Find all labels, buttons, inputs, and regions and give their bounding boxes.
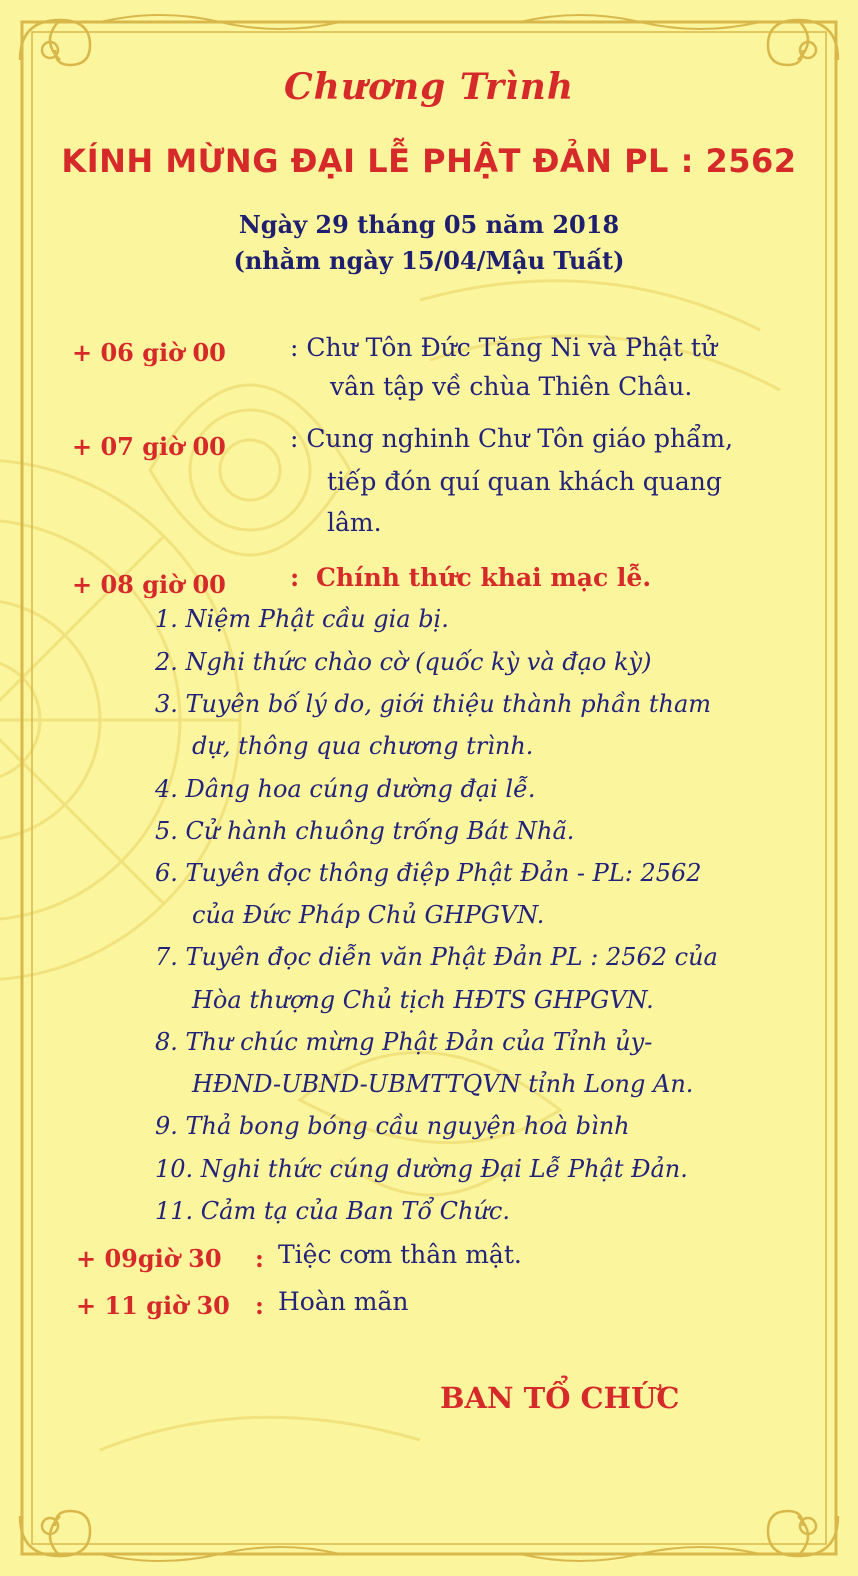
schedule-0700-line-3: lâm.: [327, 508, 382, 537]
closing-1130-text: Hoàn mãn: [278, 1287, 409, 1316]
corner-ornament-icon: [768, 20, 838, 65]
schedule-0800-colon: :: [290, 563, 300, 592]
agenda-item-7-cont: Hòa thượng Chủ tịch HĐTS GHPGVN.: [192, 986, 654, 1014]
time-0930: + 09giờ 30: [76, 1244, 222, 1273]
agenda-item-10: 10. Nghi thức cúng dường Đại Lễ Phật Đản.: [155, 1155, 688, 1183]
corner-ornament-icon: [768, 1511, 838, 1556]
schedule-0600-line-2: vân tập về chùa Thiên Châu.: [330, 372, 693, 401]
agenda-item-8-cont: HĐND-UBND-UBMTTQVN tỉnh Long An.: [192, 1070, 694, 1098]
agenda-item-1: 1. Niệm Phật cầu gia bị.: [155, 605, 449, 633]
agenda-item-4: 4. Dâng hoa cúng dường đại lễ.: [155, 775, 536, 803]
agenda-item-5: 5. Cử hành chuông trống Bát Nhã.: [155, 817, 575, 845]
corner-ornament-icon: [20, 20, 90, 65]
schedule-0700-line-1: : Cung nghinh Chư Tôn giáo phẩm,: [290, 424, 734, 453]
schedule-0700-line-2: tiếp đón quí quan khách quang: [327, 467, 722, 496]
time-0800: + 08 giờ 00: [72, 570, 226, 599]
signature: BAN TỔ CHỨC: [440, 1381, 680, 1415]
closing-1130-colon: :: [255, 1291, 264, 1320]
agenda-item-3: 3. Tuyên bố lý do, giới thiệu thành phần tham: [155, 690, 712, 718]
schedule-0800-title: Chính thức khai mạc lễ.: [316, 563, 652, 592]
closing-0930-text: Tiệc cơm thân mật.: [278, 1240, 522, 1269]
agenda-item-6: 6. Tuyên đọc thông điệp Phật Đản - PL: 2562: [155, 859, 702, 887]
agenda-item-3-cont: dự, thông qua chương trình.: [192, 732, 534, 760]
main-title: KÍNH MỪNG ĐẠI LỄ PHẬT ĐẢN PL : 2562: [61, 142, 797, 180]
schedule-0600-line-1: : Chư Tôn Đức Tăng Ni và Phật tử: [290, 333, 718, 362]
time-0600: + 06 giờ 00: [72, 338, 226, 367]
lunar-date-line: (nhằm ngày 15/04/Mậu Tuất): [233, 246, 625, 275]
agenda-item-11: 11. Cảm tạ của Ban Tổ Chức.: [155, 1197, 510, 1225]
agenda-item-8: 8. Thư chúc mừng Phật Đản của Tỉnh ủy-: [155, 1028, 653, 1056]
time-1130: + 11 giờ 30: [76, 1291, 230, 1320]
agenda-item-9: 9. Thả bong bóng cầu nguyện hoà bình: [155, 1112, 630, 1140]
agenda-item-7: 7. Tuyên đọc diễn văn Phật Đản PL : 2562 của: [155, 943, 718, 971]
script-title: Chương Trình: [283, 66, 575, 108]
agenda-item-2: 2. Nghi thức chào cờ (quốc kỳ và đạo kỳ): [155, 648, 652, 676]
time-0700: + 07 giờ 00: [72, 432, 226, 461]
corner-ornament-icon: [20, 1511, 90, 1556]
closing-0930-colon: :: [255, 1244, 264, 1273]
agenda-item-6-cont: của Đức Pháp Chủ GHPGVN.: [192, 901, 545, 929]
date-line: Ngày 29 tháng 05 năm 2018: [238, 210, 620, 239]
